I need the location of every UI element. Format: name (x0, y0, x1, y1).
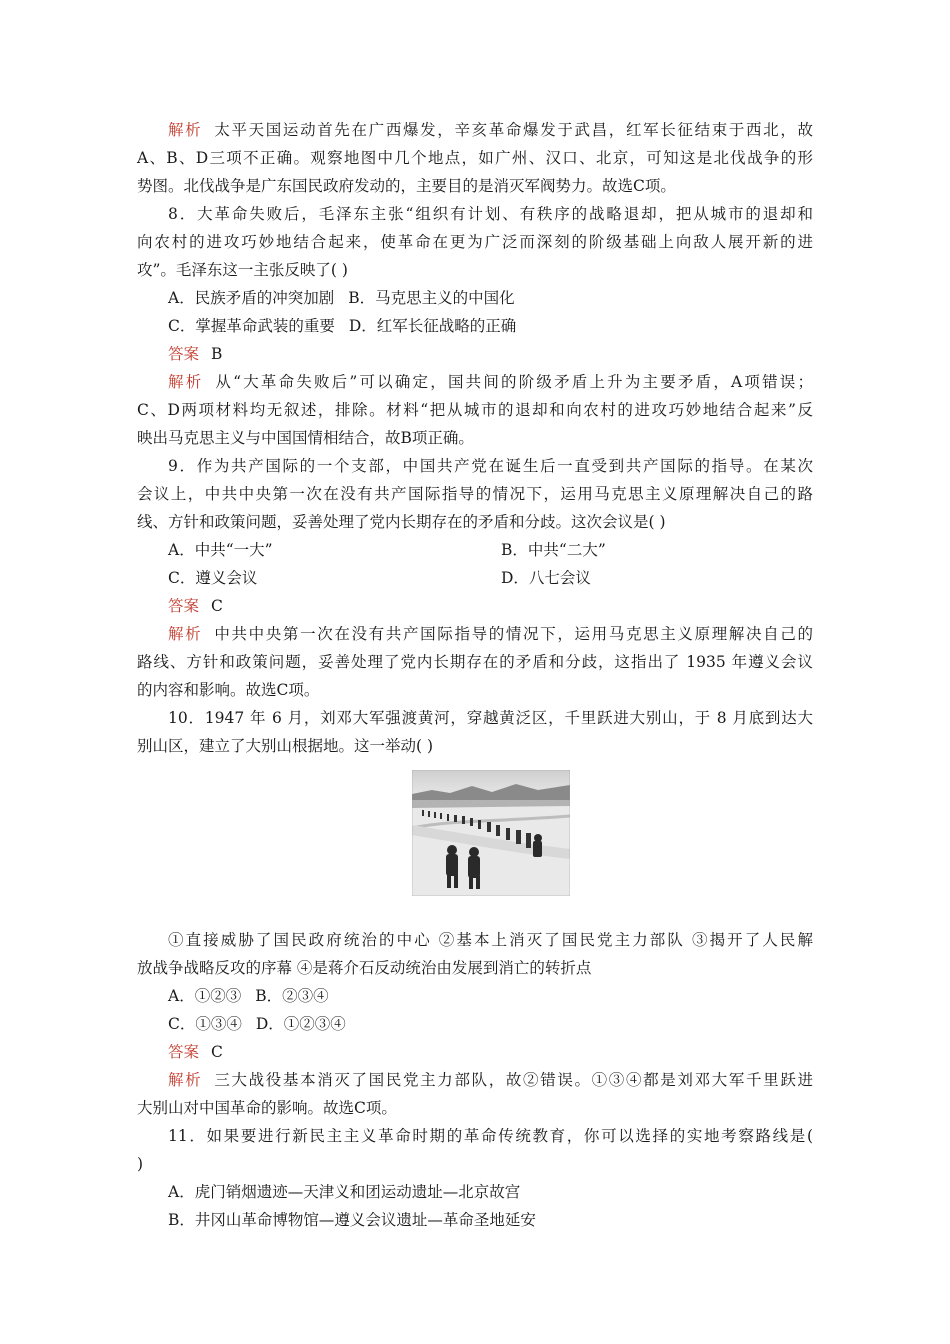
q9-stem-line: 9．作为共产国际的一个支部，中国共产党在诞生后一直受到共产国际的指导。在某次 (168, 457, 813, 475)
q11-option-a: A．虎门销烟遗迹—天津义和团运动遗址—北京故宫 (168, 1183, 521, 1201)
troops-marching-photo (412, 770, 570, 896)
q9-stem-line: 线、方针和政策问题，妥善处理了党内长期存在的矛盾和分歧。这次会议是( ) (137, 513, 666, 531)
analysis-label: 解析 (168, 1071, 203, 1089)
q10-answer: 答案 C (168, 1043, 223, 1061)
q8-analysis-line: 解析 从“大革命失败后”可以确定，国共间的阶级矛盾上升为主要矛盾，A项错误； (168, 373, 813, 391)
q9-analysis-line: 路线、方针和政策问题，妥善处理了党内长期存在的矛盾和分歧，这指出了 1935 年遵义会议 (137, 653, 813, 671)
q9-option-b: B．中共“二大” (501, 541, 606, 559)
q8-stem-line: 攻”。毛泽东这一主张反映了( ) (137, 261, 348, 279)
q8-option-c: C．掌握革命武装的重要 (168, 317, 335, 335)
analysis-label: 解析 (168, 625, 203, 643)
q10-option-b: B．②③④ (255, 987, 329, 1005)
q10-statements-line: 放战争战略反攻的序幕 ④是蒋介石反动统治由发展到消亡的转折点 (137, 959, 592, 977)
q9-option-a: A．中共“一大” (168, 541, 273, 559)
q10-options-row (137, 982, 813, 1010)
q11-option-b: B．井冈山革命博物馆—遵义会议遗址—革命圣地延安 (168, 1211, 536, 1229)
q10-statements-line: ①直接威胁了国民政府统治的中心 ②基本上消灭了国民党主力部队 ③揭开了人民解 (168, 931, 813, 949)
q10-stem-line: 别山区，建立了大别山根据地。这一举动( ) (137, 737, 434, 755)
q9-option-d: D．八七会议 (501, 569, 591, 587)
answer-label: 答案 (168, 597, 200, 615)
q11-stem-line: 11．如果要进行新民主主义革命时期的革命传统教育，你可以选择的实地考察路线是( (168, 1127, 813, 1145)
q7-analysis-line: A、B、D三项不正确。观察地图中几个地点，如广州、汉口、北京，可知这是北伐战争的形 (137, 149, 813, 167)
q8-analysis-line: C、D两项材料均无叙述，排除。材料“把从城市的退却和向农村的进攻巧妙地结合起来”反 (137, 401, 813, 419)
q11-stem-line: ) (137, 1155, 144, 1173)
q7-analysis-line: 势图。北伐战争是广东国民政府发动的，主要目的是消灭军阀势力。故选C项。 (137, 177, 676, 195)
q9-option-c: C．遵义会议 (168, 569, 258, 587)
q8-analysis-line: 映出马克思主义与中国国情相结合，故B项正确。 (137, 429, 474, 447)
q9-options-row (137, 564, 813, 592)
q10-stem-line: 10．1947 年 6 月，刘邓大军强渡黄河，穿越黄泛区，千里跃进大别山，于 8 月底到达大 (168, 709, 813, 727)
q9-stem-line: 会议上，中共中央第一次在没有共产国际指导的情况下，运用马克思主义原理解决自己的路 (137, 485, 813, 503)
document-page (137, 116, 813, 1234)
analysis-label: 解析 (168, 373, 204, 391)
answer-label: 答案 (168, 1043, 200, 1061)
q10-analysis-line: 大别山对中国革命的影响。故选C项。 (137, 1099, 397, 1117)
photo-container (137, 770, 813, 918)
q10-option-a: A．①②③ (168, 987, 242, 1005)
q10-options-row (137, 1010, 813, 1038)
q9-options-row (137, 536, 813, 564)
q8-option-d: D．红军长征战略的正确 (348, 317, 517, 335)
q8-options-row (137, 312, 813, 340)
q8-stem-line: 8．大革命失败后，毛泽东主张“组织有计划、有秩序的战略退却，把从城市的退却和 (168, 205, 813, 223)
q10-option-d: D．①②③④ (255, 1015, 346, 1033)
q7-analysis-line: 解析 太平天国运动首先在广西爆发，辛亥革命爆发于武昌，红军长征结束于西北，故 (168, 121, 813, 139)
q9-analysis-line: 解析 中共中央第一次在没有共产国际指导的情况下，运用马克思主义原理解决自己的 (168, 625, 813, 643)
q8-options-row (137, 284, 813, 312)
answer-label: 答案 (168, 345, 200, 363)
q10-option-c: C．①③④ (168, 1015, 242, 1033)
analysis-label: 解析 (168, 121, 203, 139)
q9-answer: 答案 C (168, 597, 223, 615)
q9-analysis-line: 的内容和影响。故选C项。 (137, 681, 320, 699)
q10-analysis-line: 解析 三大战役基本消灭了国民党主力部队，故②错误。①③④都是刘邓大军千里跃进 (168, 1071, 813, 1089)
q8-stem-line: 向农村的进攻巧妙地结合起来，使革命在更为广泛而深刻的阶级基础上向敌人展开新的进 (137, 233, 813, 251)
q8-option-b: B．马克思主义的中国化 (348, 289, 515, 307)
q8-option-a: A．民族矛盾的冲突加剧 (168, 289, 335, 307)
q8-answer: 答案 B (168, 345, 223, 363)
